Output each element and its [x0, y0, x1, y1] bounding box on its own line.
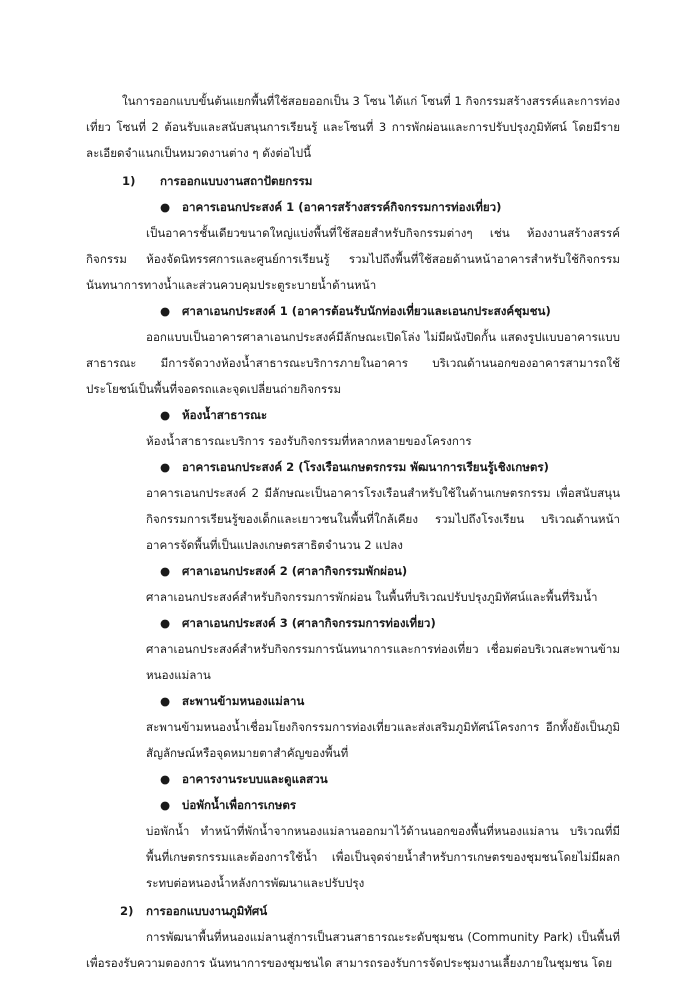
bullet-icon: ●: [160, 564, 171, 578]
item-title: อาคารงานระบบและดูแลสวน: [182, 772, 328, 786]
bullet-icon: ●: [160, 616, 171, 630]
section-1-number: 1): [122, 174, 136, 188]
item-title: บ่อพักน้ำเพื่อการเกษตร: [182, 798, 297, 812]
section-1-title: การออกแบบงานสถาปัตยกรรม: [160, 174, 313, 188]
intro-paragraph: ในการออกแบบขั้นต้นแยกพื้นที่ใช้สอยออกเป็น 3 โซน ได้แก่ โซนที่ 1 กิจกรรมสร้างสรรค์และการท่องเที่ยว โซนที่ 2 ต้อนรับและสนับสนุนการเรียนรู้ และโซนที่ 3 การพักผ่อนและการปรับปรุงภูมิทัศน์ โดยมีรายละเอียดจำแนกเป็นหมวดงานต่าง ๆ ดังต่อไปนี้: [86, 94, 620, 160]
item-title: ศาลาเอนกประสงค์ 1 (อาคารต้อนรับนักท่องเที่ยวและเอนกประสงค์ชุมชน): [182, 304, 551, 318]
document-body: [86, 88, 620, 976]
item-heading: [86, 194, 620, 220]
item-heading: [86, 688, 620, 714]
item-description: ออกแบบเป็นอาคารศาลาเอนกประสงค์มีลักษณะเปิดโล่ง ไม่มีผนังปิดกั้น แสดงรูปแบบอาคารแบบสาธารณะ มีการจัดวางห้องน้ำสาธารณะบริการภายในอาคาร บริเวณด้านนอกของอาคารสามารถใช้ประโยชน์เป็นพื้นที่จอดรถและจุดเปลี่ยนถ่ายกิจกรรม: [86, 330, 620, 396]
item-title: ศาลาเอนกประสงค์ 2 (ศาลากิจกรรมพักผ่อน): [182, 564, 408, 578]
bullet-icon: ●: [160, 694, 171, 708]
bullet-icon: ●: [160, 408, 171, 422]
item-title: อาคารเอนกประสงค์ 1 (อาคารสร้างสรรค์กิจกรรมการท่องเที่ยว): [182, 200, 502, 214]
section-2-title: การออกแบบงานภูมิทัศน์: [146, 904, 268, 918]
item-description: ห้องน้ำสาธารณะบริการ รองรับกิจกรรมที่หลากหลายของโครงการ: [146, 434, 472, 448]
item-description: อาคารเอนกประสงค์ 2 มีลักษณะเป็นอาคารโรงเรือนสำหรับใช้ในด้านเกษตรกรรม เพื่อสนับสนุนกิจกรรมการเรียนรู้ของเด็กและเยาวชนในพื้นที่ใกล้เคียง รวมไปถึงโรงเรียน บริเวณด้านหน้าอาคารจัดพื้นที่เป็นแปลงเกษตรสาธิตจำนวน 2 แปลง: [146, 486, 620, 552]
item-heading: [86, 610, 620, 636]
section-2-heading: [86, 898, 620, 924]
item-title: สะพานข้ามหนองแม่ลาน: [182, 694, 305, 708]
item-heading: [86, 298, 620, 324]
item-heading: [86, 792, 620, 818]
bullet-icon: ●: [160, 304, 171, 318]
bullet-icon: ●: [160, 798, 171, 812]
item-heading: [86, 402, 620, 428]
item-description: ศาลาเอนกประสงค์สำหรับกิจกรรมการนันทนาการและการท่องเที่ยว เชื่อมต่อบริเวณสะพานข้ามหนองแม่ลาน: [146, 642, 620, 682]
item-heading: [86, 766, 620, 792]
item-description: บ่อพักน้ำ ทำหน้าที่พักน้ำจากหนองแม่ลานออกมาไว้ด้านนอกของพื้นที่หนองแม่ลาน บริเวณที่มีพื้นที่เกษตรกรรมและต้องการใช้น้ำ เพื่อเป็นจุดจ่ายน้ำสำหรับการเกษตรของชุมชนโดยไม่มีผลกระทบต่อหนองน้ำหลังการพัฒนาและปรับปรุง: [146, 824, 620, 890]
item-description: เป็นอาคารชั้นเดียวขนาดใหญ่แบ่งพื้นที่ใช้สอยสำหรับกิจกรรมต่างๆ เช่น ห้องงานสร้างสรรค์กิจกรรม ห้องจัดนิทรรศการและศูนย์การเรียนรู้ รวมไปถึงพื้นที่ใช้สอยด้านหน้าอาคารสำหรับใช้กิจกรรมนันทนาการทางน้ำและส่วนควบคุมประตูระบายน้ำด้านหน้า: [86, 226, 620, 292]
item-title: อาคารเอนกประสงค์ 2 (โรงเรือนเกษตรกรรม พัฒนาการเรียนรู้เชิงเกษตร): [182, 460, 549, 474]
item-description: สะพานข้ามหนองน้ำเชื่อมโยงกิจกรรมการท่องเที่ยวและส่งเสริมภูมิทัศน์โครงการ อีกทั้งยังเป็นภูมิสัญลักษณ์หรือจุดหมายตาสำคัญของพื้นที่: [146, 720, 620, 760]
bullet-icon: ●: [160, 200, 171, 214]
bullet-icon: ●: [160, 460, 171, 474]
item-title: ศาลาเอนกประสงค์ 3 (ศาลากิจกรรมการท่องเที่ยว): [182, 616, 436, 630]
section-2-description: การพัฒนาพื้นที่หนองแม่ลานสู่การเป็นสวนสาธารณะระดับชุมชน (Community Park) เป็นพื้นที่เพื่อรองรับความตองการ นันทนาการของชุมชนได สามารถรองรับการจัดประชุมงานเลี้ยงภายในชุมชน โดย: [86, 930, 620, 970]
section-2-number: 2): [120, 904, 134, 918]
item-heading: [86, 558, 620, 584]
item-description: ศาลาเอนกประสงค์สำหรับกิจกรรมการพักผ่อน ในพื้นที่บริเวณปรับปรุงภูมิทัศน์และพื้นที่ริมน้ำ: [146, 590, 598, 604]
section-1-heading: [86, 168, 620, 194]
item-title: ห้องน้ำสาธารณะ: [182, 408, 268, 422]
item-heading: [86, 454, 620, 480]
bullet-icon: ●: [160, 772, 171, 786]
